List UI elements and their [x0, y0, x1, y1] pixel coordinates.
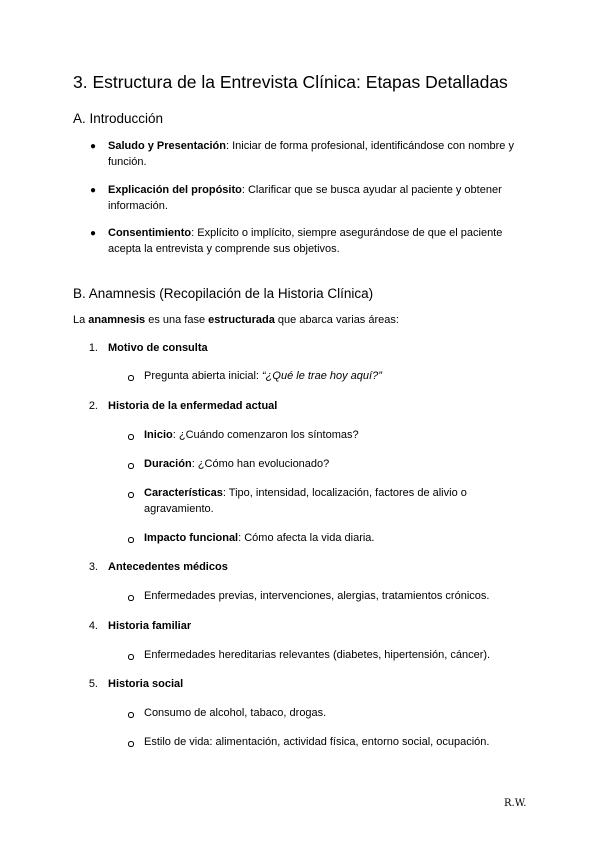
item-title-text: Historia social — [108, 678, 184, 690]
circle-bullet-icon — [128, 492, 134, 498]
item-text: : Iniciar de forma profesional, identificándose con nombre y función. — [108, 140, 514, 168]
sub-item-quote: “¿Qué le trae hoy aquí?” — [262, 370, 382, 382]
list-item-title — [108, 560, 228, 576]
sub-item-term: Impacto funcional — [144, 532, 239, 544]
circle-bullet-icon — [128, 741, 134, 747]
sub-item-text: : ¿Cómo han evolucionado? — [191, 458, 330, 470]
circle-bullet-icon — [128, 463, 134, 469]
item-title-text: Motivo de consulta — [108, 342, 208, 354]
page-title: 3. Estructura de la Entrevista Clínica: Etapas Detalladas — [73, 72, 508, 92]
sub-item-text: Pregunta abierta inicial: — [144, 370, 263, 382]
intro-text: que abarca varias áreas: — [274, 314, 399, 326]
sub-item-term: Duración — [144, 458, 192, 470]
sub-item — [144, 428, 359, 444]
item-title-text: Historia familiar — [108, 620, 192, 632]
sub-item: Enfermedades hereditarias relevantes (diabetes, hipertensión, cáncer). — [144, 649, 491, 661]
sub-item-text: : Cómo afecta la vida diaria. — [238, 532, 375, 544]
sub-item — [144, 457, 329, 473]
bullet-icon: ● — [90, 141, 97, 152]
item-title-text: Historia de la enfermedad actual — [108, 400, 278, 412]
list-number: 1. — [88, 342, 98, 354]
anamnesis-intro — [73, 313, 399, 329]
item-term: Saludo y Presentación — [108, 140, 226, 152]
item-term: Consentimiento — [108, 227, 192, 239]
intro-term-anamnesis: anamnesis — [88, 314, 146, 326]
list-number: 4. — [88, 620, 98, 632]
sub-item-text: : ¿Cuándo comenzaron los síntomas? — [172, 429, 359, 441]
page-footer-initials: R.W. — [504, 798, 527, 809]
list-item-title — [108, 341, 208, 357]
sub-item — [144, 369, 382, 385]
section-b-heading: B. Anamnesis (Recopilación de la Historia Clínica) — [73, 286, 374, 301]
sub-item: Consumo de alcohol, tabaco, drogas. — [144, 707, 327, 719]
circle-bullet-icon — [128, 654, 134, 660]
bullet-icon: ● — [90, 185, 97, 196]
item-title-text: Antecedentes médicos — [108, 561, 228, 573]
intro-text: es una fase — [145, 314, 209, 326]
section-a-heading: A. Introducción — [73, 111, 164, 126]
list-item-title — [108, 677, 183, 693]
sub-item-text: : Tipo, intensidad, localización, factores de alivio o agravamiento. — [144, 487, 467, 515]
item-text: : Clarificar que se busca ayudar al paciente y obtener información. — [108, 184, 502, 212]
intro-item-proposito — [108, 183, 533, 214]
sub-item — [144, 531, 374, 547]
intro-text: La — [73, 314, 89, 326]
list-number: 5. — [88, 678, 98, 690]
circle-bullet-icon — [128, 434, 134, 440]
circle-bullet-icon — [128, 595, 134, 601]
circle-bullet-icon — [128, 712, 134, 718]
sub-item-term: Inicio — [144, 429, 173, 441]
sub-item — [144, 486, 484, 517]
list-item-title — [108, 399, 277, 415]
sub-item: Estilo de vida: alimentación, actividad física, entorno social, ocupación. — [144, 736, 490, 748]
item-term: Explicación del propósito — [108, 184, 242, 196]
list-number: 2. — [88, 400, 98, 412]
intro-item-saludo — [108, 139, 533, 170]
circle-bullet-icon — [128, 537, 134, 543]
sub-item: Enfermedades previas, intervenciones, alergias, tratamientos crónicos. — [144, 590, 490, 602]
sub-item-term: Características — [144, 487, 223, 499]
intro-item-consentimiento — [108, 226, 533, 257]
intro-term-estructurada: estructurada — [208, 314, 275, 326]
list-item-title — [108, 619, 191, 635]
list-number: 3. — [88, 561, 98, 573]
item-text: : Explícito o implícito, siempre asegurándose de que el paciente acepta la entrevista y comprende sus objetivos. — [108, 227, 503, 255]
bullet-icon: ● — [90, 228, 97, 239]
circle-bullet-icon — [128, 375, 134, 381]
